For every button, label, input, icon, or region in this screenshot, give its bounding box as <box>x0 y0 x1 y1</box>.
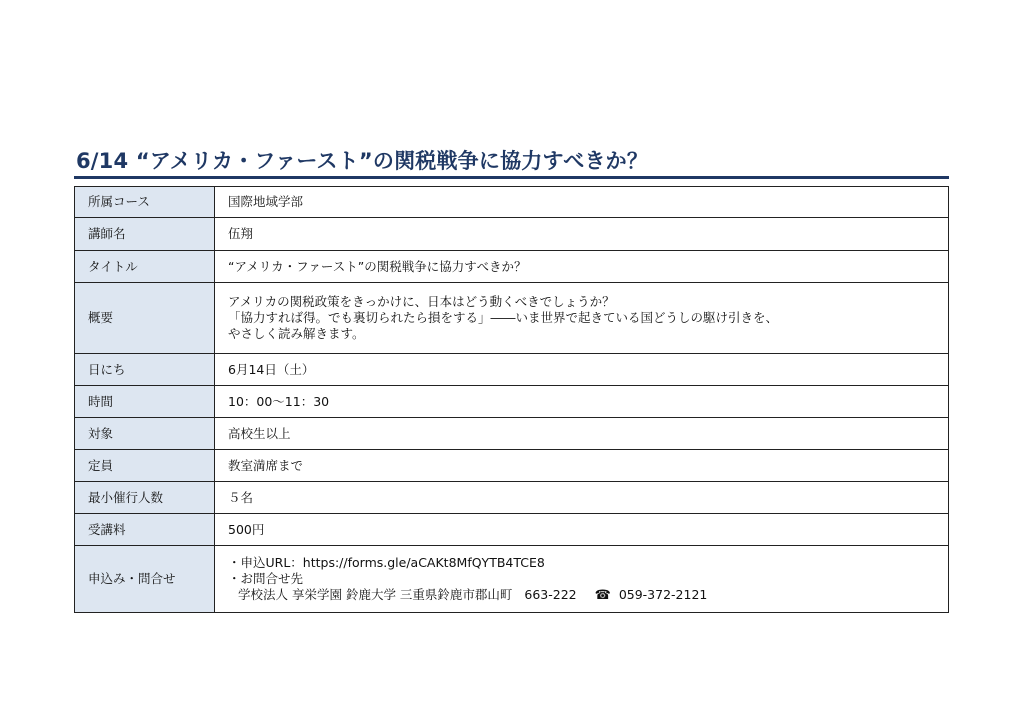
page-title: 6/14 “アメリカ・ファースト”の関税戦争に協力すべきか？ <box>76 149 649 173</box>
row-value: 500円 <box>215 514 949 546</box>
row-label: 対象 <box>75 418 215 450</box>
table-row <box>75 514 949 546</box>
row-label: 申込み・問合せ <box>75 546 215 613</box>
table-row <box>75 251 949 283</box>
table-row <box>75 218 949 251</box>
table-row <box>75 354 949 386</box>
row-value: 6月14日（土） <box>215 354 949 386</box>
row-label: 最小催行人数 <box>75 482 215 514</box>
row-value: 10：00～11：30 <box>215 386 949 418</box>
table-row <box>75 546 949 613</box>
summary-line: アメリカの関税政策をきっかけに、日本はどう動くべきでしょうか？ <box>228 294 615 309</box>
contact-details <box>228 587 948 604</box>
row-label: 日にち <box>75 354 215 386</box>
row-value: “アメリカ・ファースト”の関税戦争に協力すべきか？ <box>215 251 949 283</box>
title-divider <box>74 176 949 179</box>
row-label: 所属コース <box>75 187 215 218</box>
table-row <box>75 187 949 218</box>
row-value <box>215 546 949 613</box>
contact-heading: ・お問合せ先 <box>228 570 304 586</box>
row-label: 時間 <box>75 386 215 418</box>
summary-line: 「協力すれば得。でも裏切られたら損をする」――いま世界で起きている国どうしの駆け引きを、 <box>228 310 779 325</box>
apply-url[interactable]: ・申込URL：https://forms.gle/aCAKt8MfQYTB4TCE8 <box>228 554 545 570</box>
row-value: ５名 <box>215 482 949 514</box>
row-label: 講師名 <box>75 218 215 251</box>
table-row <box>75 450 949 482</box>
row-value: 高校生以上 <box>215 418 949 450</box>
row-value <box>215 283 949 354</box>
row-value: 教室満席まで <box>215 450 949 482</box>
info-table <box>74 186 949 613</box>
row-label: タイトル <box>75 251 215 283</box>
table-row <box>75 418 949 450</box>
contact-postal: 663-222 <box>524 586 577 602</box>
row-label: 受講料 <box>75 514 215 546</box>
contact-phone: 059-372-2121 <box>618 586 708 602</box>
row-value: 伍翔 <box>215 218 949 251</box>
row-label: 概要 <box>75 283 215 354</box>
phone-icon: ☎ <box>594 587 611 603</box>
table-row <box>75 386 949 418</box>
table-row <box>75 482 949 514</box>
row-label: 定員 <box>75 450 215 482</box>
table-row <box>75 283 949 354</box>
contact-org: 学校法人 享栄学園 鈴鹿大学 三重県鈴鹿市郡山町 <box>238 586 513 602</box>
summary-line: やさしく読み解きます。 <box>228 326 365 341</box>
row-value: 国際地域学部 <box>215 187 949 218</box>
